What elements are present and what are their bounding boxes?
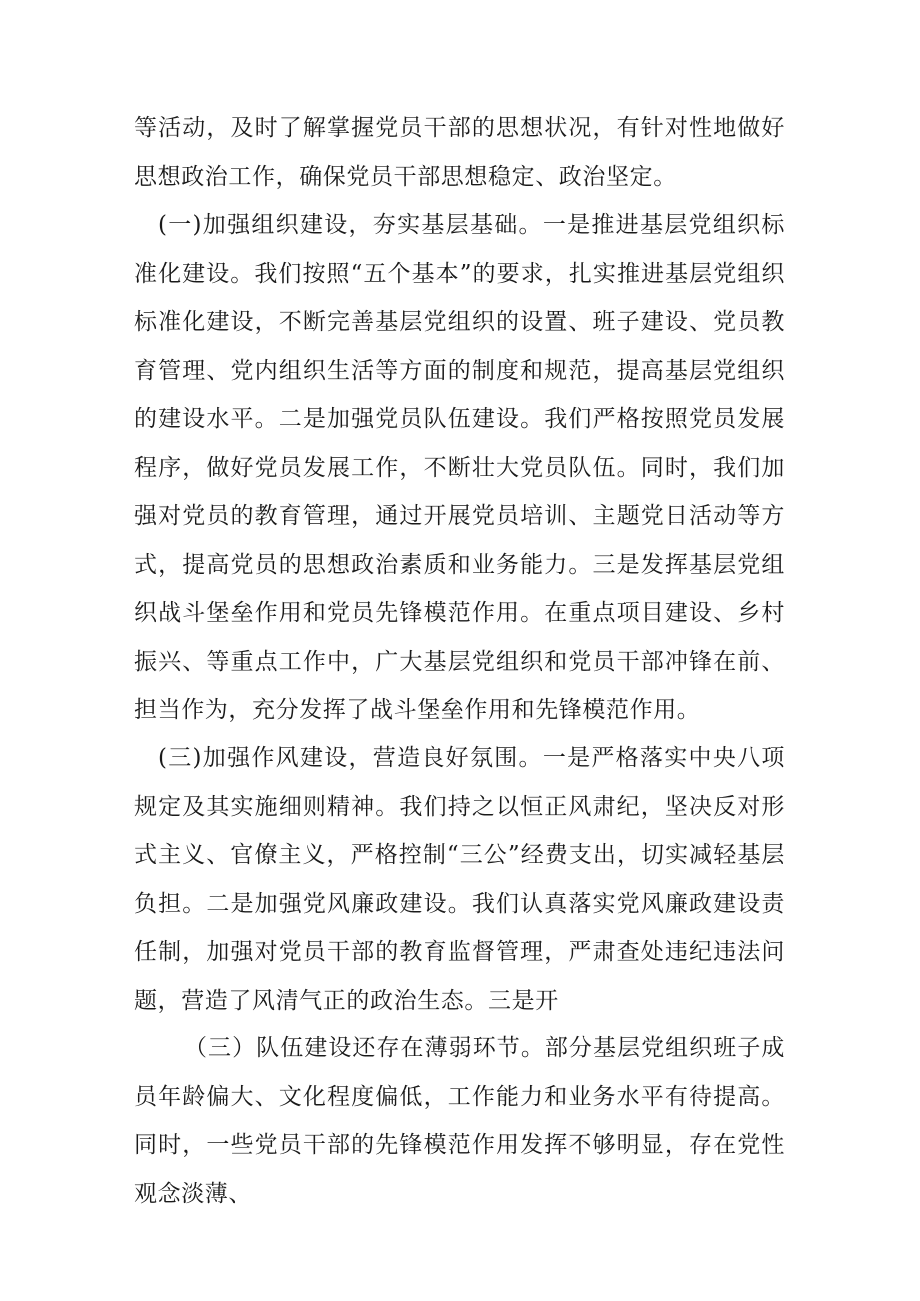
paragraph-organization-building: (一)加强组织建设，夯实基层基础。一是推进基层党组织标准化建设。我们按照“五个基本”的要求，扎实推进基层党组织标准化建设，不断完善基层党组织的设置、班子建设、党员教育管理、党内组织生活等方面的制度和规范，提高基层党组织的建设水平。二是加强党员队伍建设。我们严格按照党员发展程序，做好党员发展工作，不断壮大党员队伍。同时，我们加强对党员的教育管理，通过开展党员培训、主题党日活动等方式，提高党员的思想政治素质和业务能力。三是发挥基层党组织战斗堡垒作用和党员先锋模范作用。在重点项目建设、乡村振兴、等重点工作中，广大基层党组织和党员干部冲锋在前、担当作为，充分发挥了战斗堡垒作用和先锋模范作用。 xyxy=(134,212,785,723)
paragraph-work-style-building: (三)加强作风建设，营造良好氛围。一是严格落实中央八项规定及其实施细则精神。我们持之以恒正风肃纪，坚决反对形式主义、官僚主义，严格控制“三公”经费支出，切实减轻基层负担。二是加强党风廉政建设。我们认真落实党风廉政建设责任制，加强对党员干部的教育监督管理，严肃查处违纪违法问题，营造了风清气正的政治生态。三是开 xyxy=(134,745,785,1014)
paragraph-continuation: 等活动，及时了解掌握党员干部的思想状况，有针对性地做好思想政治工作，确保党员干部思想稳定、政治坚定。 xyxy=(134,115,785,190)
paragraph-team-building-weakness: （三）队伍建设还存在薄弱环节。部分基层党组织班子成员年龄偏大、文化程度偏低，工作能力和业务水平有待提高。同时，一些党员干部的先锋模范作用发挥不够明显，存在党性观念淡薄、 xyxy=(134,1035,785,1207)
